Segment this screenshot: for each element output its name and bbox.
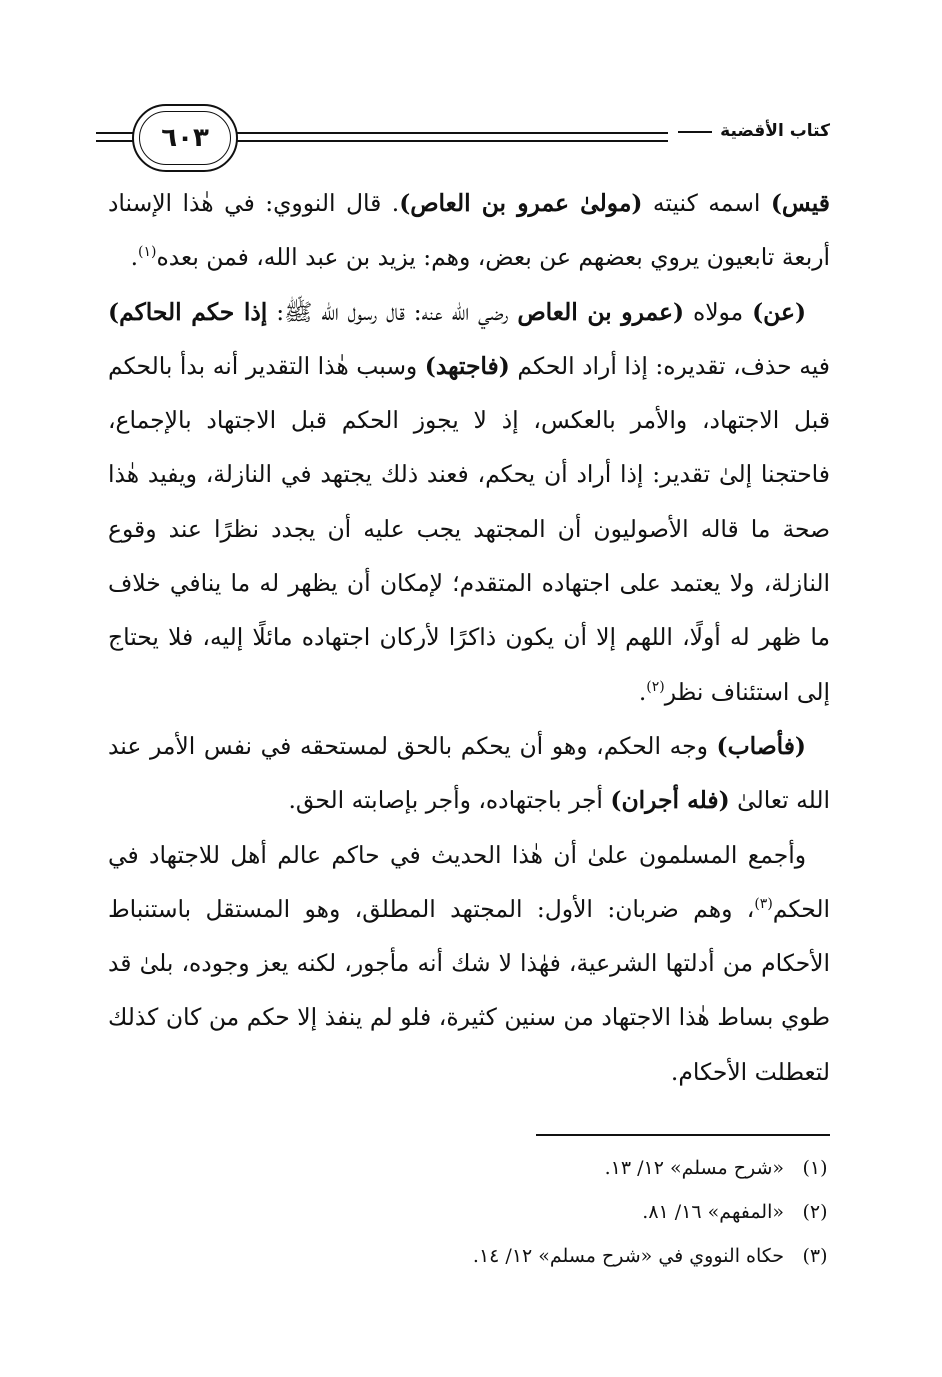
text-segment: ، وهم ضربان: الأول: المجتهد المطلق، وهو المستقل باستنباط الأحكام من أدلتها الشرعية، فهٰذا لا شك أنه مأجور، لكنه يعز وجوده، بلىٰ قد طوي بساط هٰذا الاجتهاد من سنين كثيرة، فلو لم ينفذ إلا حكم من كان كذلك لتعطلت الأحكام. <box>108 894 830 1086</box>
bold-segment: (فله أجران) <box>610 786 730 815</box>
footnote-ref: (١) <box>138 244 157 261</box>
page-header <box>96 104 830 174</box>
bold-segment: (فاجتهد) <box>424 351 510 380</box>
paragraph <box>108 719 830 828</box>
text-segment: وسبب هٰذا التقدير أنه بدأ بالحكم قبل الاجتهاد، والأمر بالعكس، إذ لا يجوز الحكم قبل الاجتهاد بالإجماع، فاحتجنا إلىٰ تقدير: إذا أراد أن يحكم، فعند ذلك يجتهد في النازلة، ويفيد هٰذا صحة ما قاله الأصوليون أن المجتهد يجب عليه أن يجدد نظرًا عند وقوع النازلة، ولا يعتمد على اجتهاده المتقدم؛ لإمكان أن يظهر له ما ينافي خلاف ما ظهر له أولًا، اللهم إلا أن يكون ذاكرًا لأركان اجتهاده مائلًا إليه، فلا يحتاج إلى استئناف نظر <box>108 351 830 706</box>
text-segment: اسمه كنيته <box>642 189 771 217</box>
text-segment: . قال النووي: في هٰذا الإسناد أربعة تابعيون يروي بعضهم عن بعض، وهم: يزيد بن عبد الله، فمن بعده <box>108 189 830 272</box>
footnote-ref: (٣) <box>754 896 773 913</box>
footnote-separator <box>536 1134 830 1136</box>
bold-segment: (فأصاب) <box>716 731 806 760</box>
footnote-number: (٣) <box>802 1245 828 1267</box>
bold-segment: (عمرو بن العاص <box>517 297 685 326</box>
footnote-item <box>108 1190 830 1234</box>
paragraph <box>108 828 830 1099</box>
footnote-item <box>108 1146 830 1190</box>
paragraph <box>108 285 830 719</box>
text-segment: وأجمع المسلمون علىٰ أن هٰذا الحديث في حاكم عالم أهل للاجتهاد في الحكم <box>108 840 830 923</box>
footnote-text: حكاه النووي في «شرح مسلم» ١٢/ ١٤. <box>472 1245 784 1267</box>
footnote-text: «المفهم» ١٦/ ٨١. <box>642 1201 784 1223</box>
running-title: كتاب الأقضية <box>720 121 830 141</box>
bold-segment: إذا حكم الحاكم) <box>108 297 268 326</box>
footnote-item <box>108 1234 830 1278</box>
page-number-badge <box>132 104 238 172</box>
bold-segment: قيس) <box>770 189 830 217</box>
bold-segment: (مولىٰ عمرو بن العاص) <box>399 189 643 217</box>
text-segment: وجه الحكم، وهو أن يحكم بالحق لمستحقه في نفس الأمر عند الله تعالىٰ <box>108 731 830 815</box>
footnotes <box>108 1146 830 1278</box>
page-number: ٦٠٣ <box>161 123 209 153</box>
text-segment: رضي الله عنه: قال رسول الله ﷺ: <box>267 297 518 326</box>
header-title-group <box>668 118 830 144</box>
text-segment: أجر باجتهاده، وأجر بإصابته الحق. <box>288 786 611 815</box>
bold-segment: (عن) <box>752 297 807 326</box>
footnote-number: (٢) <box>802 1201 828 1223</box>
paragraph <box>108 176 830 285</box>
text-segment: . <box>130 243 139 272</box>
text-segment: فيه حذف، تقديره: إذا أراد الحكم <box>509 351 830 380</box>
text-segment: مولاه <box>684 297 753 326</box>
text-segment: . <box>638 677 647 706</box>
main-text <box>108 176 830 1099</box>
footnote-ref: (٢) <box>646 678 665 695</box>
footnote-number: (١) <box>802 1157 828 1179</box>
footnote-text: «شرح مسلم» ١٢/ ١٣. <box>604 1157 784 1179</box>
title-dash <box>678 131 712 133</box>
